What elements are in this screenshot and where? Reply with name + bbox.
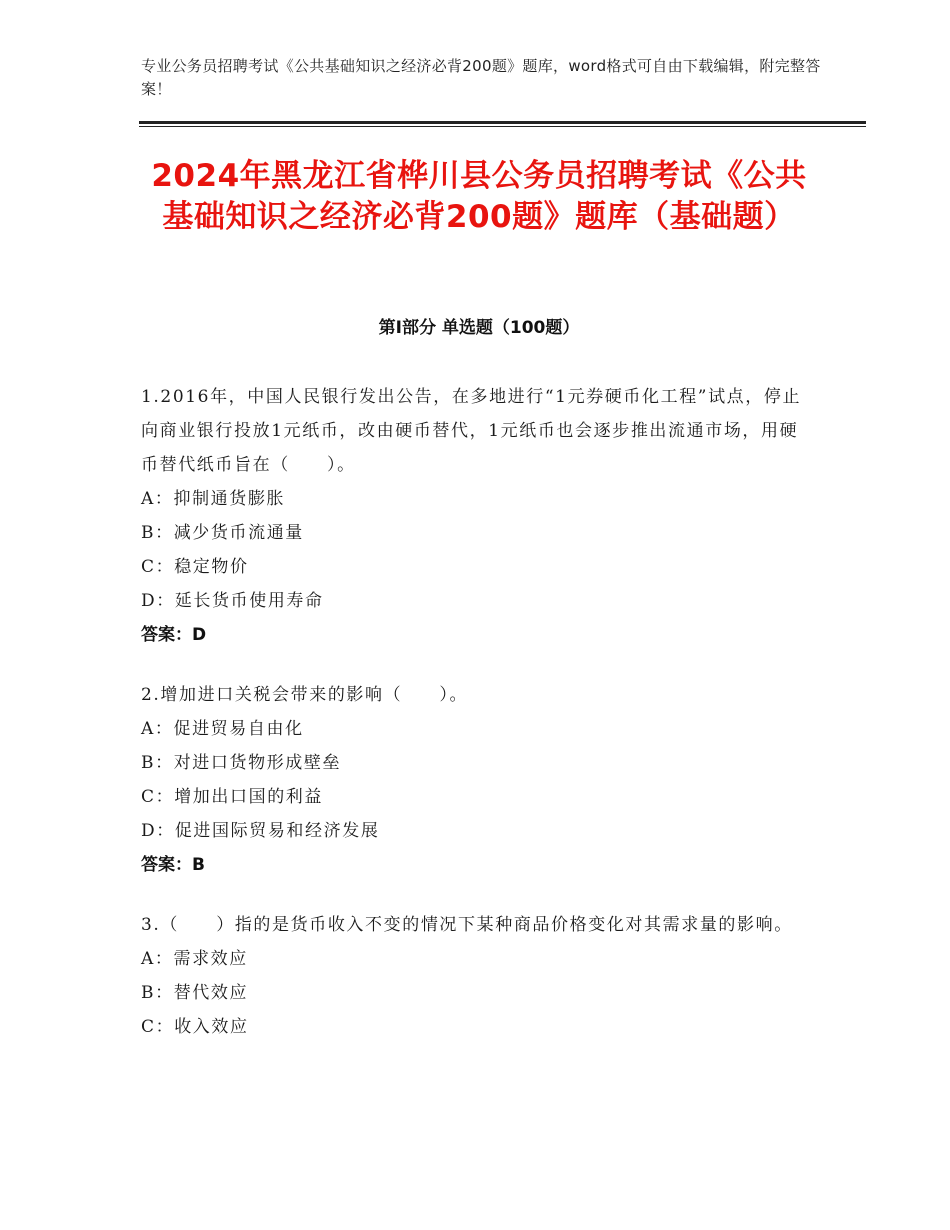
header-rule-thick: [139, 121, 866, 124]
answer-line: 答案：B: [141, 855, 205, 875]
question-item: [141, 908, 811, 1044]
answer-line: 答案：D: [141, 625, 207, 645]
question-item: [141, 678, 811, 882]
option-c: C：增加出口国的利益: [141, 787, 324, 807]
section-title: 第Ⅰ部分 单选题（100题）: [378, 318, 580, 338]
option-a: A：抑制通货膨胀: [141, 489, 286, 509]
question-stem: 3.（ ）指的是货币收入不变的情况下某种商品价格变化对其需求量的影响。: [141, 915, 793, 935]
option-a: A：需求效应: [141, 949, 248, 969]
document-title: 2024年黑龙江省桦川县公务员招聘考试《公共基础知识之经济必背200题》题库（基础题）: [151, 158, 807, 235]
header-note: 专业公务员招聘考试《公共基础知识之经济必背200题》题库，word格式可自由下载编辑，附完整答案！: [141, 57, 821, 98]
option-b: B：替代效应: [141, 983, 249, 1003]
option-c: C：收入效应: [141, 1017, 249, 1037]
option-b: B：对进口货物形成壁垒: [141, 753, 342, 773]
option-d: D：促进国际贸易和经济发展: [141, 821, 380, 841]
option-a: A：促进贸易自由化: [141, 719, 304, 739]
question-stem: 2.增加进口关税会带来的影响（ ）。: [141, 685, 469, 705]
question-item: [141, 380, 811, 652]
header-rule-thin: [139, 126, 866, 127]
option-b: B：减少货币流通量: [141, 523, 304, 543]
option-d: D：延长货币使用寿命: [141, 591, 324, 611]
option-c: C：稳定物价: [141, 557, 249, 577]
question-list: [141, 380, 811, 1070]
question-stem: 1.2016年，中国人民银行发出公告，在多地进行“1元券硬币化工程”试点，停止向商业银行投放1元纸币，改由硬币替代，1元纸币也会逐步推出流通市场，用硬币替代纸币旨在（ ）。: [141, 387, 802, 475]
